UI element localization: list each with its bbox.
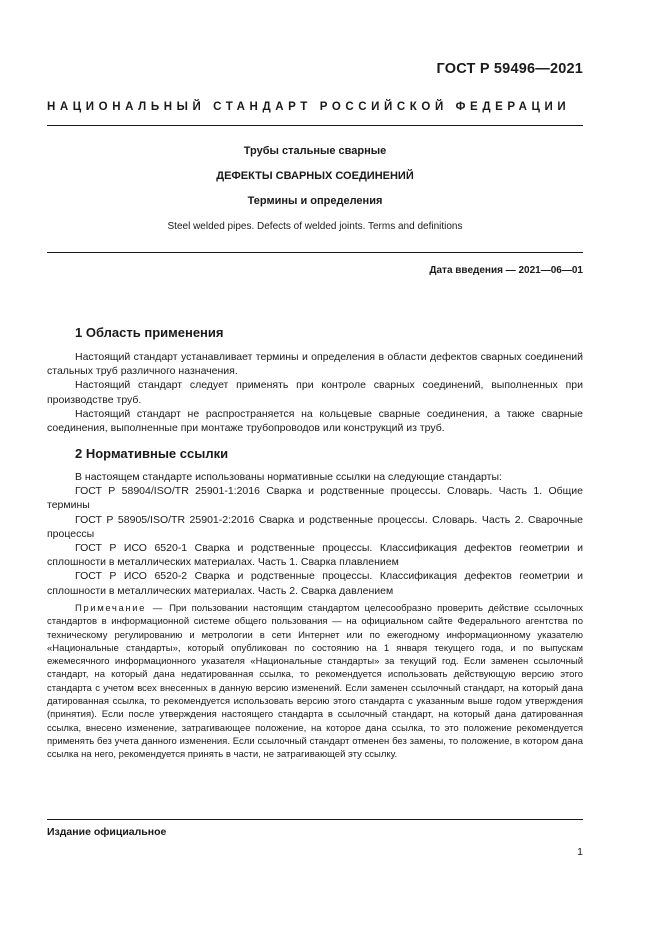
normative-reference: ГОСТ Р ИСО 6520-1 Сварка и родственные процессы. Классификация дефектов геометрии и сплошности в металлических материалах. Часть 1. Сварка плавлением bbox=[47, 542, 583, 569]
normative-reference: ГОСТ Р 58905/ISO/TR 25901-2:2016 Сварка и родственные процессы. Словарь. Часть 2. Сварочные процессы bbox=[47, 513, 583, 540]
introduction-date: Дата введения — 2021—06—01 bbox=[429, 265, 583, 276]
national-standard-banner: НАЦИОНАЛЬНЫЙ СТАНДАРТ РОССИЙСКОЙ ФЕДЕРАЦИИ bbox=[47, 101, 571, 113]
note-block bbox=[47, 602, 583, 762]
section-2-body bbox=[47, 470, 583, 598]
footer-divider bbox=[47, 819, 583, 820]
section-1-paragraph: Настоящий стандарт не распространяется на кольцевые сварные соединения, а также сварные соединения, выполненные при монтаже трубопроводов или конструкций из труб. bbox=[47, 407, 583, 435]
section-1-paragraph: Настоящий стандарт устанавливает термины и определения в области дефектов сварных соединений стальных труб различного назначения. bbox=[47, 351, 583, 378]
header-divider bbox=[47, 125, 583, 126]
note-text: При пользовании настоящим стандартом целесообразно проверить действие ссылочных стандартов в информационной системе общего пользования — на официальном сайте Федерального агентства по техническому регулированию и метрологии в сети Интернет или по ежегодному информационному указателю «Национальные стандарты», который опубликован по состоянию на 1 января текущего года, и по выпускам ежемесячного информационного указателя «Национальные стандарты» за текущий год. Если заменен ссылочный стандарт, на который дана недатированная ссылка, то рекомендуется использовать действующую версию этого стандарта с учетом всех внесенных в данную версию изменений. Если заменен ссылочный стандарт, на который дана датированная ссылка, то рекомендуется использовать версию этого стандарта с указанным выше годом утверждения (принятия). Если после утверждения настоящего стандарта в ссылочный стандарт, на который дана датированная ссылка, внесено изменение, затрагивающее положение, на которое дана ссылка, то это положение рекомендуется применять без учета данного изменения. Если ссылочный стандарт отменен без замены, то положение, в котором дана ссылка на него, рекомендуется принять в части, не затрагивающей эту ссылку. bbox=[47, 603, 584, 761]
title-divider bbox=[47, 252, 583, 253]
section-2-heading: 2 Нормативные ссылки bbox=[75, 446, 229, 461]
section-2-paragraph: В настоящем стандарте использованы нормативные ссылки на следующие стандарты: bbox=[75, 471, 502, 483]
page-number: 1 bbox=[577, 846, 583, 858]
official-edition-label: Издание официальное bbox=[47, 826, 167, 838]
section-1-body bbox=[47, 350, 583, 435]
title-line-3: Термины и определения bbox=[247, 195, 383, 207]
title-line-2: ДЕФЕКТЫ СВАРНЫХ СОЕДИНЕНИЙ bbox=[216, 170, 414, 182]
section-1-paragraph: Настоящий стандарт следует применять при контроле сварных соединений, выполненных при производстве труб. bbox=[47, 379, 583, 406]
document-code: ГОСТ Р 59496—2021 bbox=[436, 61, 583, 77]
title-line-1: Трубы стальные сварные bbox=[243, 145, 387, 157]
normative-reference: ГОСТ Р ИСО 6520-2 Сварка и родственные процессы. Классификация дефектов геометрии и сплошности в металлических материалах. Часть 2. Сварка давлением bbox=[47, 570, 583, 597]
note-label: Примечание — bbox=[75, 603, 164, 614]
title-english: Steel welded pipes. Defects of welded joints. Terms and definitions bbox=[167, 221, 463, 232]
section-1-heading: 1 Область применения bbox=[75, 325, 224, 340]
normative-reference: ГОСТ Р 58904/ISO/TR 25901-1:2016 Сварка и родственные процессы. Словарь. Часть 1. Общие термины bbox=[47, 485, 583, 512]
